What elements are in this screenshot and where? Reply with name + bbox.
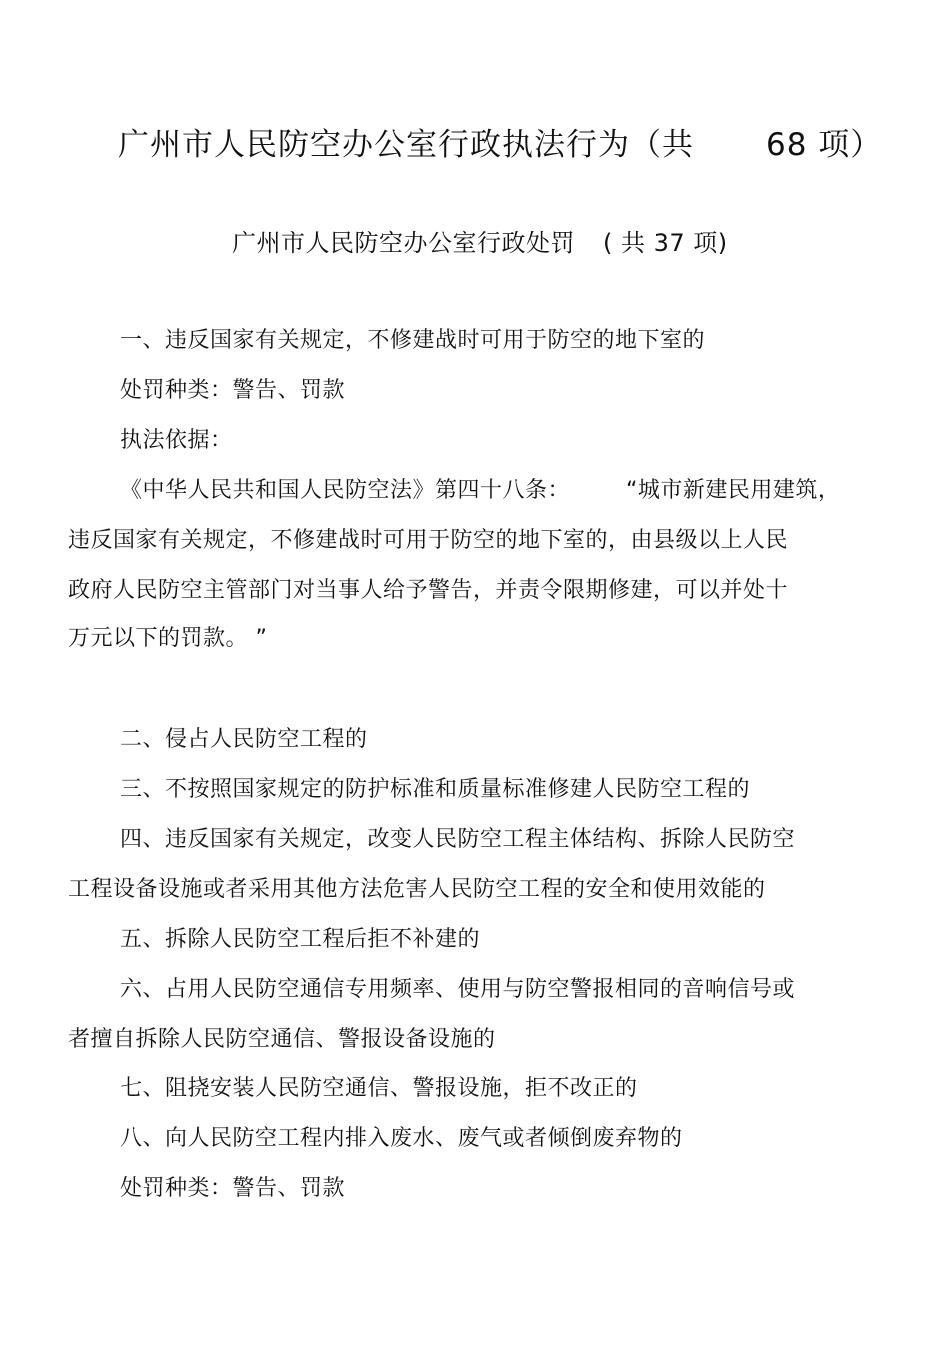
item-1-basis-line-2: 违反国家有关规定，不修建战时可用于防空的地下室的，由县级以上人民 (68, 528, 789, 553)
document-title (118, 125, 882, 165)
document-title-main: 广州市人民防空办公室行政执法行为（共 (118, 127, 694, 163)
item-7: 七、阻挠安装人民防空通信、警报设施，拒不改正的 (120, 1076, 638, 1101)
item-2: 二、侵占人民防空工程的 (120, 727, 368, 752)
item-1-basis-line-3: 政府人民防空主管部门对当事人给予警告，并责令限期修建，可以并处十 (68, 578, 789, 603)
item-3: 三、不按照国家规定的防护标准和质量标准修建人民防空工程的 (120, 777, 751, 802)
document-title-count: 68 项） (766, 127, 883, 163)
section-subtitle-count: ( 共 37 项) (603, 229, 728, 257)
item-8-penalty-type: 处罚种类：警告、罚款 (120, 1176, 346, 1201)
item-4-line-1: 四、违反国家有关规定，改变人民防空工程主体结构、拆除人民防空 (120, 827, 796, 852)
item-1-basis-label: 执法依据： (120, 428, 233, 453)
item-1-basis-quote-start: “城市新建民用建筑， (626, 478, 841, 503)
item-8: 八、向人民防空工程内排入废水、废气或者倾倒废弃物的 (120, 1126, 683, 1151)
section-subtitle-main: 广州市人民防空办公室行政处罚 (232, 229, 575, 257)
item-4-line-2: 工程设备设施或者采用其他方法危害人民防空工程的安全和使用效能的 (68, 877, 766, 902)
item-5: 五、拆除人民防空工程后拒不补建的 (120, 927, 481, 952)
item-1-basis-line-4: 万元以下的罚款。 ” (68, 626, 268, 651)
section-subtitle (232, 227, 728, 259)
item-1-penalty-type: 处罚种类：警告、罚款 (120, 378, 346, 403)
item-6-line-1: 六、占用人民防空通信专用频率、使用与防空警报相同的音响信号或 (120, 977, 796, 1002)
item-1-basis-line-1 (120, 476, 840, 506)
item-1-basis-source: 《中华人民共和国人民防空法》第四十八条： (120, 478, 571, 503)
item-1-heading: 一、违反国家有关规定，不修建战时可用于防空的地下室的 (120, 328, 706, 353)
item-6-line-2: 者擅自拆除人民防空通信、警报设备设施的 (68, 1027, 496, 1052)
